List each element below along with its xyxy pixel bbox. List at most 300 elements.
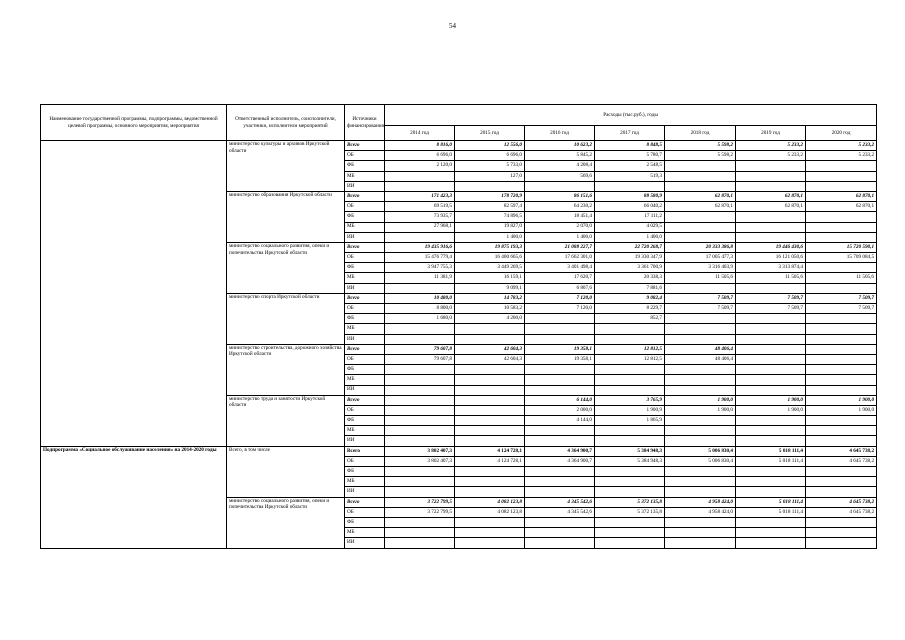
header-year: 2015 год (455, 126, 525, 141)
funding-source-cell: МБ (345, 171, 385, 181)
amount-cell (736, 161, 806, 171)
funding-source-cell: ОБ (345, 354, 385, 364)
funding-source-cell: Всего (345, 446, 385, 456)
amount-cell: 4 124 728,1 (455, 456, 525, 466)
header-executor-column: Ответственный исполнитель, соисполнители, участники, исполнители мероприятий (227, 105, 345, 141)
executor-cell: Всего, в том числе (227, 446, 345, 497)
amount-cell (385, 375, 455, 385)
funding-source-cell: ИИ (345, 436, 385, 446)
amount-cell (736, 232, 806, 242)
amount-cell: 4 029,5 (595, 222, 665, 232)
amount-cell (525, 477, 595, 487)
amount-cell: 17 005 477,3 (665, 253, 736, 263)
funding-source-cell: ФБ (345, 263, 385, 273)
amount-cell: 5 233,2 (736, 151, 806, 161)
amount-cell: 3 722 799,5 (385, 497, 455, 507)
table-body (41, 141, 877, 549)
table-row-total (41, 446, 877, 456)
amount-cell: 6 696,0 (385, 151, 455, 161)
amount-cell (595, 385, 665, 395)
header-year: 2020 год (806, 126, 877, 141)
amount-cell: 2 548,5 (595, 161, 665, 171)
amount-cell (806, 487, 877, 497)
amount-cell (806, 436, 877, 446)
amount-cell (736, 477, 806, 487)
funding-source-cell: Всего (345, 344, 385, 354)
amount-cell: 16 121 050,6 (736, 253, 806, 263)
amount-cell: 17 111,2 (595, 212, 665, 222)
amount-cell: 7 509,7 (665, 293, 736, 303)
amount-cell (806, 324, 877, 334)
amount-cell (455, 324, 525, 334)
amount-cell: 5 384 948,3 (595, 446, 665, 456)
amount-cell (806, 161, 877, 171)
amount-cell: 16 159,1 (455, 273, 525, 283)
amount-cell: 519,3 (595, 171, 665, 181)
amount-cell (806, 365, 877, 375)
amount-cell (806, 344, 877, 354)
amount-cell: 1 400,0 (525, 232, 595, 242)
header-source-column: Источники финансирования (345, 105, 385, 141)
amount-cell (525, 517, 595, 527)
amount-cell (736, 487, 806, 497)
funding-source-cell: ОБ (345, 507, 385, 517)
amount-cell (595, 365, 665, 375)
amount-cell (665, 467, 736, 477)
amount-cell: 16 400 665,6 (455, 253, 525, 263)
amount-cell (525, 528, 595, 538)
amount-cell: 11 381,9 (385, 273, 455, 283)
funding-source-cell: Всего (345, 293, 385, 303)
header-year: 2019 год (736, 126, 806, 141)
amount-cell: 11 505,6 (806, 273, 877, 283)
funding-source-cell: МБ (345, 222, 385, 232)
funding-source-cell: ФБ (345, 467, 385, 477)
amount-cell: 3 401 498,4 (525, 263, 595, 273)
amount-cell (595, 517, 665, 527)
amount-cell: 5 018 111,4 (736, 456, 806, 466)
amount-cell (736, 467, 806, 477)
amount-cell: 5 384 948,3 (595, 456, 665, 466)
funding-source-cell: МБ (345, 273, 385, 283)
amount-cell (525, 324, 595, 334)
executor-cell: министерство культуры и архивов Иркутской области (227, 141, 345, 192)
amount-cell: 4 645 738,2 (806, 507, 877, 517)
amount-cell: 4 200,0 (455, 314, 525, 324)
amount-cell (595, 538, 665, 548)
amount-cell (455, 467, 525, 477)
amount-cell: 62 870,1 (806, 191, 877, 201)
amount-cell (806, 385, 877, 395)
amount-cell: 66 040,2 (595, 202, 665, 212)
funding-source-cell: ФБ (345, 365, 385, 375)
amount-cell: 74 896,5 (455, 212, 525, 222)
amount-cell: 171 423,3 (385, 191, 455, 201)
amount-cell (455, 375, 525, 385)
amount-cell: 73 935,7 (385, 212, 455, 222)
header-year: 2017 год (595, 126, 665, 141)
amount-cell: 62 870,1 (736, 191, 806, 201)
amount-cell: 8 848,5 (595, 141, 665, 151)
amount-cell (736, 354, 806, 364)
amount-cell: 4 208,4 (525, 161, 595, 171)
amount-cell: 7 509,7 (736, 304, 806, 314)
amount-cell (806, 283, 877, 293)
amount-cell (806, 375, 877, 385)
amount-cell (806, 232, 877, 242)
amount-cell (736, 436, 806, 446)
amount-cell: 19 435 916,6 (385, 242, 455, 252)
amount-cell: 48 406,4 (665, 354, 736, 364)
funding-source-cell: МБ (345, 324, 385, 334)
amount-cell (665, 171, 736, 181)
amount-cell (665, 324, 736, 334)
funding-source-cell: ОБ (345, 202, 385, 212)
table-row-total (41, 141, 877, 151)
amount-cell (806, 314, 877, 324)
amount-cell (736, 334, 806, 344)
amount-cell: 69 519,5 (385, 202, 455, 212)
amount-cell (455, 395, 525, 405)
amount-cell: 1 900,0 (736, 395, 806, 405)
amount-cell: 7 120,0 (525, 304, 595, 314)
amount-cell: 6 144,0 (525, 395, 595, 405)
amount-cell (385, 365, 455, 375)
funding-source-cell: ИИ (345, 283, 385, 293)
amount-cell: 11 505,6 (665, 273, 736, 283)
amount-cell: 1 865,9 (595, 416, 665, 426)
amount-cell: 3 316 403,9 (665, 263, 736, 273)
amount-cell: 18 451,4 (525, 212, 595, 222)
amount-cell (595, 477, 665, 487)
amount-cell (455, 426, 525, 436)
amount-cell: 3 313 874,4 (736, 263, 806, 273)
funding-source-cell: ОБ (345, 456, 385, 466)
amount-cell: 19 358,1 (525, 354, 595, 364)
amount-cell (665, 416, 736, 426)
amount-cell (595, 487, 665, 497)
amount-cell: 5 845,2 (525, 151, 595, 161)
amount-cell: 4 082 123,8 (455, 507, 525, 517)
amount-cell: 4 082 123,8 (455, 497, 525, 507)
amount-cell: 569,6 (525, 171, 595, 181)
amount-cell: 4 345 542,6 (525, 497, 595, 507)
amount-cell (595, 324, 665, 334)
amount-cell (736, 181, 806, 191)
amount-cell (385, 436, 455, 446)
funding-source-cell: ФБ (345, 517, 385, 527)
amount-cell (665, 517, 736, 527)
amount-cell (665, 212, 736, 222)
amount-cell: 2 120,0 (385, 161, 455, 171)
amount-cell: 2 070,0 (525, 222, 595, 232)
funding-source-cell: Всего (345, 141, 385, 151)
amount-cell (665, 487, 736, 497)
amount-cell (806, 181, 877, 191)
amount-cell (385, 181, 455, 191)
amount-cell (455, 528, 525, 538)
amount-cell (455, 385, 525, 395)
amount-cell (665, 436, 736, 446)
amount-cell: 6 696,0 (455, 151, 525, 161)
amount-cell: 5 006 830,4 (665, 446, 736, 456)
amount-cell (525, 487, 595, 497)
amount-cell: 5 372 135,8 (595, 497, 665, 507)
executor-cell: министерство социального развития, опеки и попечительства Иркутской области (227, 497, 345, 548)
amount-cell: 15 720 590,1 (806, 242, 877, 252)
amount-cell (665, 385, 736, 395)
amount-cell (665, 375, 736, 385)
funding-source-cell: ИИ (345, 334, 385, 344)
amount-cell: 79 607,8 (385, 344, 455, 354)
amount-cell (455, 405, 525, 415)
amount-cell (595, 528, 665, 538)
table-header (41, 105, 877, 141)
amount-cell (525, 334, 595, 344)
amount-cell: 4 645 738,2 (806, 456, 877, 466)
amount-cell: 62 870,1 (736, 202, 806, 212)
amount-cell (385, 528, 455, 538)
amount-cell: 10 623,2 (525, 141, 595, 151)
amount-cell (806, 467, 877, 477)
funding-source-cell: ИИ (345, 487, 385, 497)
amount-cell: 3 361 700,9 (595, 263, 665, 273)
amount-cell (385, 487, 455, 497)
amount-cell: 42 604,3 (455, 354, 525, 364)
amount-cell: 11 505,6 (736, 273, 806, 283)
funding-source-cell: Всего (345, 395, 385, 405)
amount-cell (455, 365, 525, 375)
amount-cell: 1 900,9 (595, 405, 665, 415)
amount-cell: 10 480,0 (385, 293, 455, 303)
amount-cell: 4 364 900,7 (525, 446, 595, 456)
amount-cell: 82 597,4 (455, 202, 525, 212)
amount-cell: 4 958 424,0 (665, 497, 736, 507)
amount-cell: 1 900,0 (806, 395, 877, 405)
amount-cell (595, 426, 665, 436)
amount-cell: 5 233,2 (736, 141, 806, 151)
amount-cell (665, 314, 736, 324)
amount-cell (736, 416, 806, 426)
amount-cell: 20 333 386,8 (665, 242, 736, 252)
amount-cell: 88 580,9 (595, 191, 665, 201)
amount-cell (806, 334, 877, 344)
funding-source-cell: Всего (345, 242, 385, 252)
executor-cell: министерство спорта Иркутской области (227, 293, 345, 344)
amount-cell: 7 509,7 (806, 293, 877, 303)
amount-cell: 4 958 424,0 (665, 507, 736, 517)
amount-cell (525, 467, 595, 477)
amount-cell: 4 645 738,2 (806, 446, 877, 456)
amount-cell (385, 517, 455, 527)
program-name-cell: Подпрограмма «Социальное обслуживание населения» на 2014-2020 годы (41, 446, 227, 548)
amount-cell: 3 802 407,3 (385, 456, 455, 466)
amount-cell: 48 406,4 (665, 344, 736, 354)
amount-cell (736, 365, 806, 375)
amount-cell (525, 385, 595, 395)
amount-cell: 21 088 227,7 (525, 242, 595, 252)
amount-cell: 4 124 728,1 (455, 446, 525, 456)
amount-cell: 27 968,1 (385, 222, 455, 232)
amount-cell: 19 330 347,9 (595, 253, 665, 263)
executor-cell: министерство строительства, дорожного хозяйства Иркутской области (227, 344, 345, 395)
amount-cell: 8 229,7 (595, 304, 665, 314)
amount-cell: 1 900,0 (665, 395, 736, 405)
amount-cell (736, 375, 806, 385)
amount-cell (525, 365, 595, 375)
funding-source-cell: МБ (345, 426, 385, 436)
amount-cell (665, 426, 736, 436)
amount-cell: 3 722 799,5 (385, 507, 455, 517)
amount-cell (595, 436, 665, 446)
amount-cell: 5 006 830,4 (665, 456, 736, 466)
amount-cell: 3 947 755,3 (385, 263, 455, 273)
amount-cell (806, 416, 877, 426)
amount-cell (736, 517, 806, 527)
amount-cell (525, 314, 595, 324)
header-year: 2014 год (385, 126, 455, 141)
amount-cell (455, 334, 525, 344)
amount-cell: 6 807,6 (525, 283, 595, 293)
amount-cell: 1 900,0 (736, 405, 806, 415)
funding-source-cell: ИИ (345, 385, 385, 395)
amount-cell (385, 405, 455, 415)
header-year: 2016 год (525, 126, 595, 141)
amount-cell (385, 395, 455, 405)
header-expenses: Расходы (тыс.руб.), годы (385, 105, 877, 126)
amount-cell (806, 426, 877, 436)
amount-cell: 4 345 542,6 (525, 507, 595, 517)
amount-cell: 5 233,2 (806, 141, 877, 151)
funding-source-cell: Всего (345, 497, 385, 507)
amount-cell: 10 583,2 (455, 304, 525, 314)
amount-cell (665, 365, 736, 375)
amount-cell: 7 881,6 (595, 283, 665, 293)
amount-cell (385, 477, 455, 487)
amount-cell (665, 477, 736, 487)
amount-cell (525, 181, 595, 191)
amount-cell: 5 018 111,4 (736, 497, 806, 507)
amount-cell: 7 509,7 (736, 293, 806, 303)
amount-cell: 4 364 900,7 (525, 456, 595, 466)
amount-cell: 12 812,5 (595, 344, 665, 354)
amount-cell: 9 099,1 (455, 283, 525, 293)
amount-cell (665, 161, 736, 171)
amount-cell: 12 812,5 (595, 354, 665, 364)
amount-cell (736, 528, 806, 538)
amount-cell (736, 222, 806, 232)
amount-cell: 5 733,0 (455, 161, 525, 171)
amount-cell: 8 816,0 (385, 141, 455, 151)
funding-source-cell: ОБ (345, 405, 385, 415)
amount-cell (595, 181, 665, 191)
amount-cell (385, 467, 455, 477)
amount-cell (525, 426, 595, 436)
amount-cell (385, 385, 455, 395)
amount-cell: 79 607,8 (385, 354, 455, 364)
funding-source-cell: ФБ (345, 161, 385, 171)
amount-cell: 14 783,2 (455, 293, 525, 303)
amount-cell: 5 598,2 (665, 151, 736, 161)
amount-cell: 9 082,4 (595, 293, 665, 303)
amount-cell (806, 528, 877, 538)
amount-cell: 7 509,7 (806, 304, 877, 314)
amount-cell: 22 720 268,7 (595, 242, 665, 252)
funding-source-cell: ИИ (345, 538, 385, 548)
budget-table (40, 104, 877, 549)
amount-cell (385, 538, 455, 548)
program-name-cell (41, 141, 227, 447)
amount-cell: 5 598,2 (665, 141, 736, 151)
amount-cell (455, 181, 525, 191)
amount-cell (806, 538, 877, 548)
amount-cell (806, 354, 877, 364)
amount-cell (385, 171, 455, 181)
amount-cell: 1 900,0 (806, 405, 877, 415)
amount-cell (455, 416, 525, 426)
executor-cell: министерство труда и занятости Иркутской области (227, 395, 345, 446)
funding-source-cell: ИИ (345, 232, 385, 242)
amount-cell: 62 870,1 (665, 191, 736, 201)
funding-source-cell: ОБ (345, 253, 385, 263)
amount-cell: 19 875 193,3 (455, 242, 525, 252)
amount-cell: 15 476 779,4 (385, 253, 455, 263)
amount-cell (806, 212, 877, 222)
amount-cell: 8 800,0 (385, 304, 455, 314)
amount-cell (385, 426, 455, 436)
amount-cell (736, 324, 806, 334)
amount-cell (736, 426, 806, 436)
amount-cell (455, 517, 525, 527)
header-name-column: Наименование государственной программы, подпрограммы, ведомственной целевой программы, основного мероприятия, мероприятия (41, 105, 227, 141)
funding-source-cell: ФБ (345, 314, 385, 324)
amount-cell: 17 620,7 (525, 273, 595, 283)
amount-cell (665, 283, 736, 293)
amount-cell (455, 477, 525, 487)
amount-cell (595, 375, 665, 385)
amount-cell: 3 802 407,3 (385, 446, 455, 456)
amount-cell (665, 181, 736, 191)
funding-source-cell: МБ (345, 375, 385, 385)
amount-cell (665, 334, 736, 344)
amount-cell: 17 662 301,0 (525, 253, 595, 263)
amount-cell (736, 212, 806, 222)
amount-cell (385, 283, 455, 293)
amount-cell (806, 171, 877, 181)
amount-cell (736, 314, 806, 324)
amount-cell: 1 400,0 (595, 232, 665, 242)
amount-cell (806, 477, 877, 487)
amount-cell: 19 827,0 (455, 222, 525, 232)
funding-source-cell: МБ (345, 528, 385, 538)
amount-cell (736, 385, 806, 395)
amount-cell: 178 720,9 (455, 191, 525, 201)
amount-cell (385, 232, 455, 242)
amount-cell (665, 538, 736, 548)
amount-cell (736, 344, 806, 354)
amount-cell (525, 538, 595, 548)
amount-cell: 4 144,0 (525, 416, 595, 426)
amount-cell (736, 171, 806, 181)
amount-cell: 64 230,2 (525, 202, 595, 212)
funding-source-cell: ИИ (345, 181, 385, 191)
amount-cell: 5 233,2 (806, 151, 877, 161)
executor-cell: министерство социального развития, опеки и попечительства Иркутской области (227, 242, 345, 293)
amount-cell (736, 538, 806, 548)
amount-cell (665, 222, 736, 232)
amount-cell (806, 222, 877, 232)
amount-cell: 19 446 430,6 (736, 242, 806, 252)
